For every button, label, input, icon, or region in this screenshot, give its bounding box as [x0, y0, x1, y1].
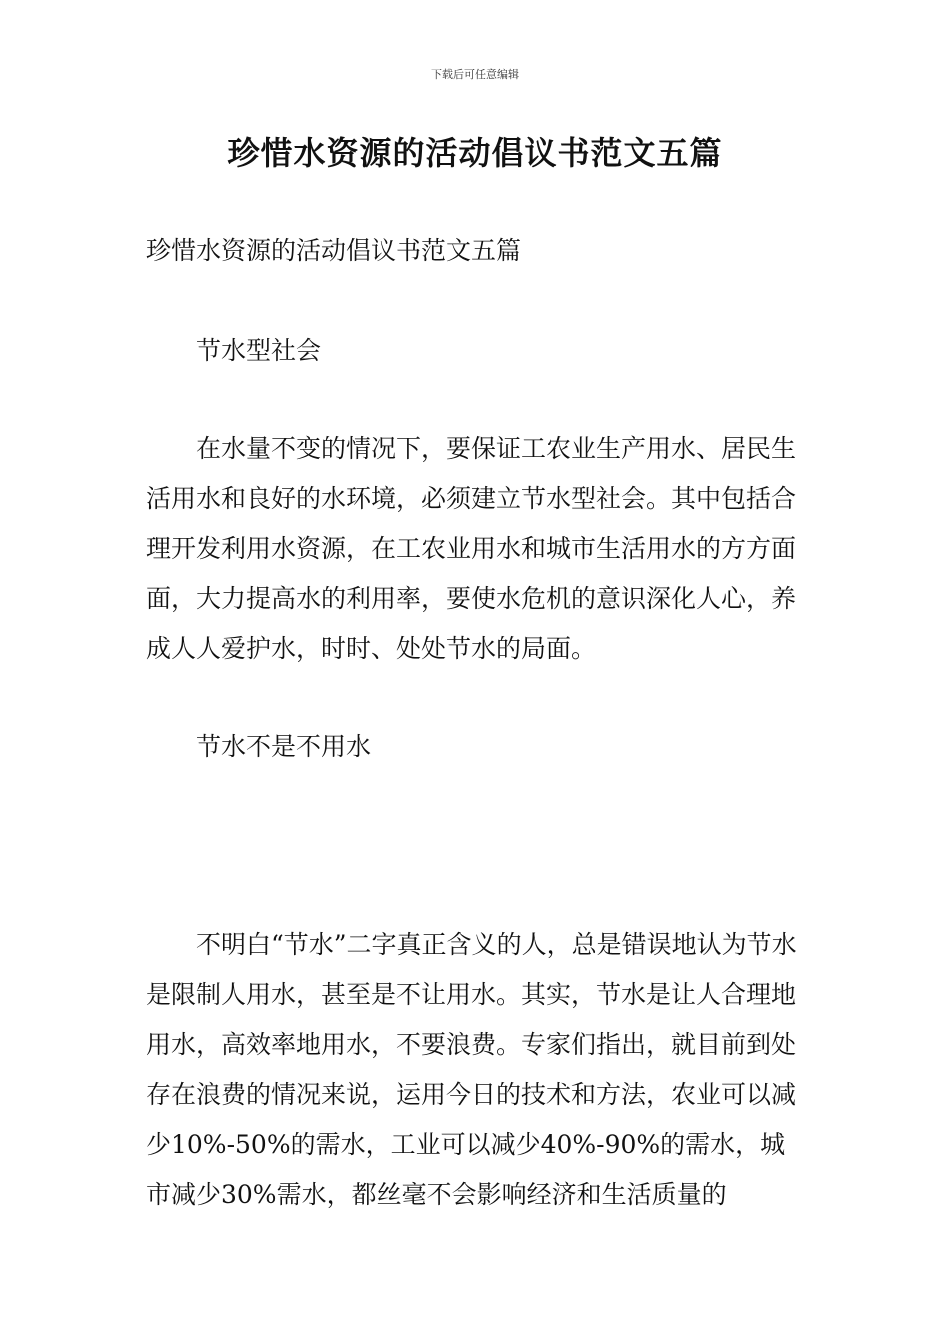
document-subtitle: 珍惜水资源的活动倡议书范文五篇: [146, 236, 522, 265]
section-heading: 节水型社会: [196, 336, 322, 365]
document-title: 珍惜水资源的活动倡议书范文五篇: [227, 134, 723, 172]
header-note: 下载后可任意编辑: [431, 68, 519, 81]
section-paragraph: 不明白“节水”二字真正含义的人，总是错误地认为节水是限制人用水，甚至是不让用水。其实，节水是让人合理地用水，高效率地用水，不要浪费。专家们指出，就目前到处存在浪费的情况来说，运用今日的技术和方法，农业可以减少10%-50%的需水，工业可以减少40%-90%的需水，城市减少30%需水，都丝毫不会影响经济和生活质量的: [146, 930, 797, 1209]
section-paragraph: 在水量不变的情况下，要保证工农业生产用水、居民生活用水和良好的水环境，必须建立节水型社会。其中包括合理开发利用水资源，在工农业用水和城市生活用水的方方面面，大力提高水的利用率，要使水危机的意识深化人心，养成人人爱护水，时时、处处节水的局面。: [146, 434, 797, 663]
section-heading: 节水不是不用水: [196, 732, 372, 761]
